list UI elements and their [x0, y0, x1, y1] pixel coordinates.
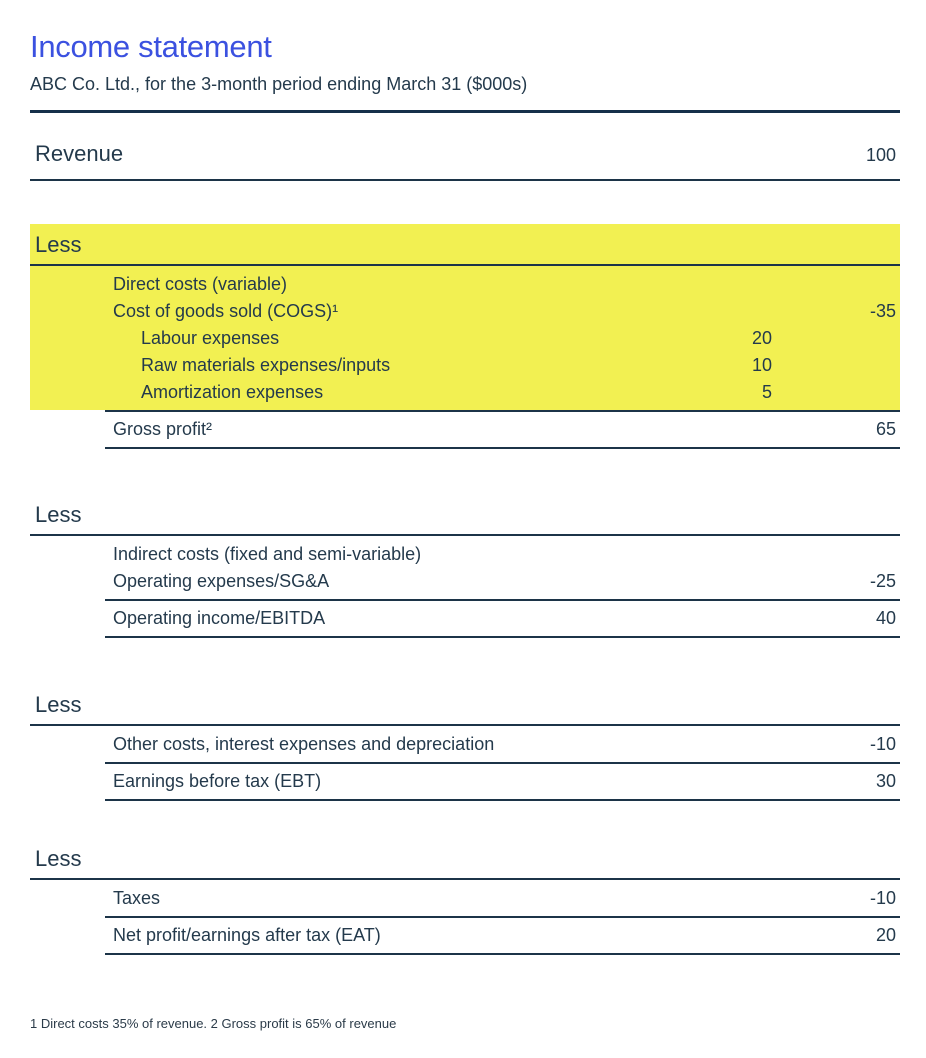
- table-row: [30, 298, 900, 325]
- footnote: 1 Direct costs 35% of revenue. 2 Gross profit is 65% of revenue: [30, 1016, 397, 1031]
- total-label: Operating income/EBITDA: [113, 608, 326, 628]
- table-row: [30, 731, 900, 758]
- table-row: [30, 541, 900, 568]
- page-subtitle: ABC Co. Ltd., for the 3-month period ending March 31 ($000s): [30, 74, 528, 94]
- section-indirect-costs: [30, 494, 900, 599]
- section-heading-less-2: Less: [30, 494, 900, 536]
- table-row: [30, 885, 900, 912]
- section-heading-less-3: Less: [30, 684, 900, 726]
- table-row: [30, 352, 900, 379]
- row-label: Raw materials expenses/inputs: [141, 355, 391, 375]
- table-row: [30, 568, 900, 595]
- total-label: Earnings before tax (EBT): [113, 771, 322, 791]
- row-subvalue: 5: [761, 382, 772, 402]
- table-row: [30, 325, 900, 352]
- row-subvalue: 20: [751, 328, 772, 348]
- section-rows: [30, 266, 900, 410]
- total-value: 40: [875, 608, 896, 628]
- row-value: -10: [869, 734, 896, 754]
- total-label: Gross profit²: [113, 419, 213, 439]
- earnings-before-tax-row: [105, 762, 900, 801]
- row-label: Operating expenses/SG&A: [113, 571, 330, 591]
- row-label: Taxes: [113, 888, 161, 908]
- row-value: -10: [869, 888, 896, 908]
- row-label: Amortization expenses: [141, 382, 324, 402]
- section-other-costs: [30, 684, 900, 762]
- total-value: 65: [875, 419, 896, 439]
- gross-profit-row: [105, 410, 900, 449]
- table-row: [30, 271, 900, 298]
- total-value: 30: [875, 771, 896, 791]
- section-rows: [30, 726, 900, 762]
- total-value: 20: [875, 925, 896, 945]
- row-label: Labour expenses: [141, 328, 280, 348]
- section-rows: [30, 536, 900, 599]
- section-direct-costs: [30, 224, 900, 410]
- total-label: Net profit/earnings after tax (EAT): [113, 925, 381, 945]
- revenue-row: [30, 113, 900, 181]
- row-label: Other costs, interest expenses and depreciation: [113, 734, 495, 754]
- net-profit-row: [105, 916, 900, 955]
- revenue-label: Revenue: [35, 141, 124, 166]
- table-row: [30, 379, 900, 406]
- row-value: -25: [869, 571, 896, 591]
- row-label: Direct costs (variable): [113, 274, 288, 294]
- page-title: Income statement: [30, 29, 272, 64]
- row-subvalue: 10: [751, 355, 772, 375]
- section-taxes: [30, 838, 900, 916]
- operating-income-row: [105, 599, 900, 638]
- row-value: -35: [869, 301, 896, 321]
- revenue-value: 100: [865, 145, 896, 165]
- row-label: Cost of goods sold (COGS)¹: [113, 301, 339, 321]
- section-rows: [30, 880, 900, 916]
- section-heading-less-4: Less: [30, 838, 900, 880]
- section-heading-less-1: Less: [30, 224, 900, 266]
- row-label: Indirect costs (fixed and semi-variable): [113, 544, 422, 564]
